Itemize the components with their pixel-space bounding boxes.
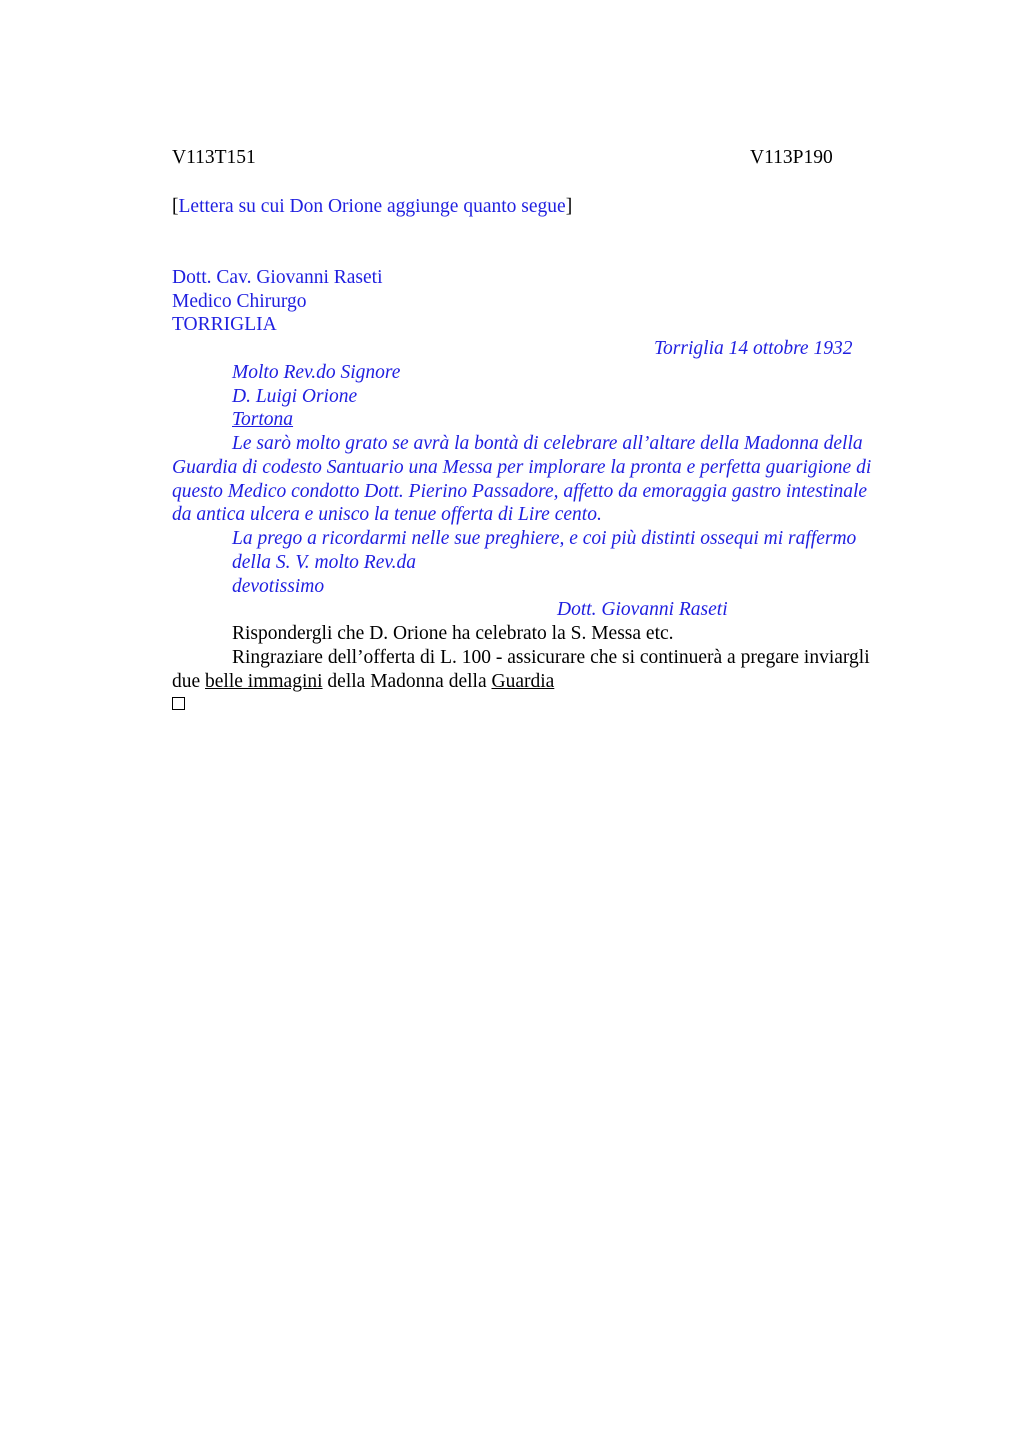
- end-of-document-square-icon: [172, 697, 185, 710]
- letterhead-title: Medico Chirurgo: [172, 291, 307, 312]
- annotation-line: Rispondergli che D. Orione ha celebrato la S. Messa etc.: [232, 623, 674, 644]
- letter-body-line: Guardia di codesto Santuario una Messa per implorare la pronta e perfetta guarigione di: [172, 457, 872, 478]
- letterhead-name: Dott. Cav. Giovanni Raseti: [172, 267, 383, 288]
- annotation-text: della Madonna della: [322, 671, 492, 692]
- letter-body-line: Le sarò molto grato se avrà la bontà di celebrare all’altare della Madonna della: [232, 433, 863, 454]
- header-left-code: V113T151: [172, 147, 256, 168]
- letter-recipient-salutation: Molto Rev.do Signore: [232, 362, 401, 383]
- letter-recipient-name: D. Luigi Orione: [232, 386, 358, 407]
- editor-note: [172, 195, 572, 219]
- letter-closing-line: devotissimo: [232, 576, 325, 597]
- letterhead-place: TORRIGLIA: [172, 314, 277, 335]
- header-right-code: V113P190: [750, 147, 833, 168]
- annotation-line: Ringraziare dell’offerta di L. 100 - assicurare che si continuerà a pregare inviargli: [232, 647, 870, 668]
- editor-note-text: Lettera su cui Don Orione aggiunge quanto segue: [178, 196, 566, 217]
- letter-closing-line: della S. V. molto Rev.da: [232, 552, 416, 573]
- annotation-line: [172, 670, 554, 694]
- editor-note-close-bracket: ]: [565, 196, 573, 217]
- editor-note-open-bracket: [: [172, 196, 179, 217]
- letter-body-line: da antica ulcera e unisco la tenue offerta di Lire cento.: [172, 504, 602, 525]
- letter-dateline: Torriglia 14 ottobre 1932: [654, 338, 853, 359]
- letter-body-line: questo Medico condotto Dott. Pierino Passadore, affetto da emoraggia gastro intestinale: [172, 481, 868, 502]
- annotation-underlined-text: Guardia: [491, 671, 555, 692]
- annotation-underlined-text: belle immagini: [205, 671, 323, 692]
- letter-closing-line: La prego a ricordarmi nelle sue preghiere, e coi più distinti ossequi mi raffermo: [232, 528, 857, 549]
- annotation-text: due: [172, 671, 206, 692]
- letter-recipient-city: Tortona: [232, 409, 294, 430]
- letter-signature: Dott. Giovanni Raseti: [557, 599, 728, 620]
